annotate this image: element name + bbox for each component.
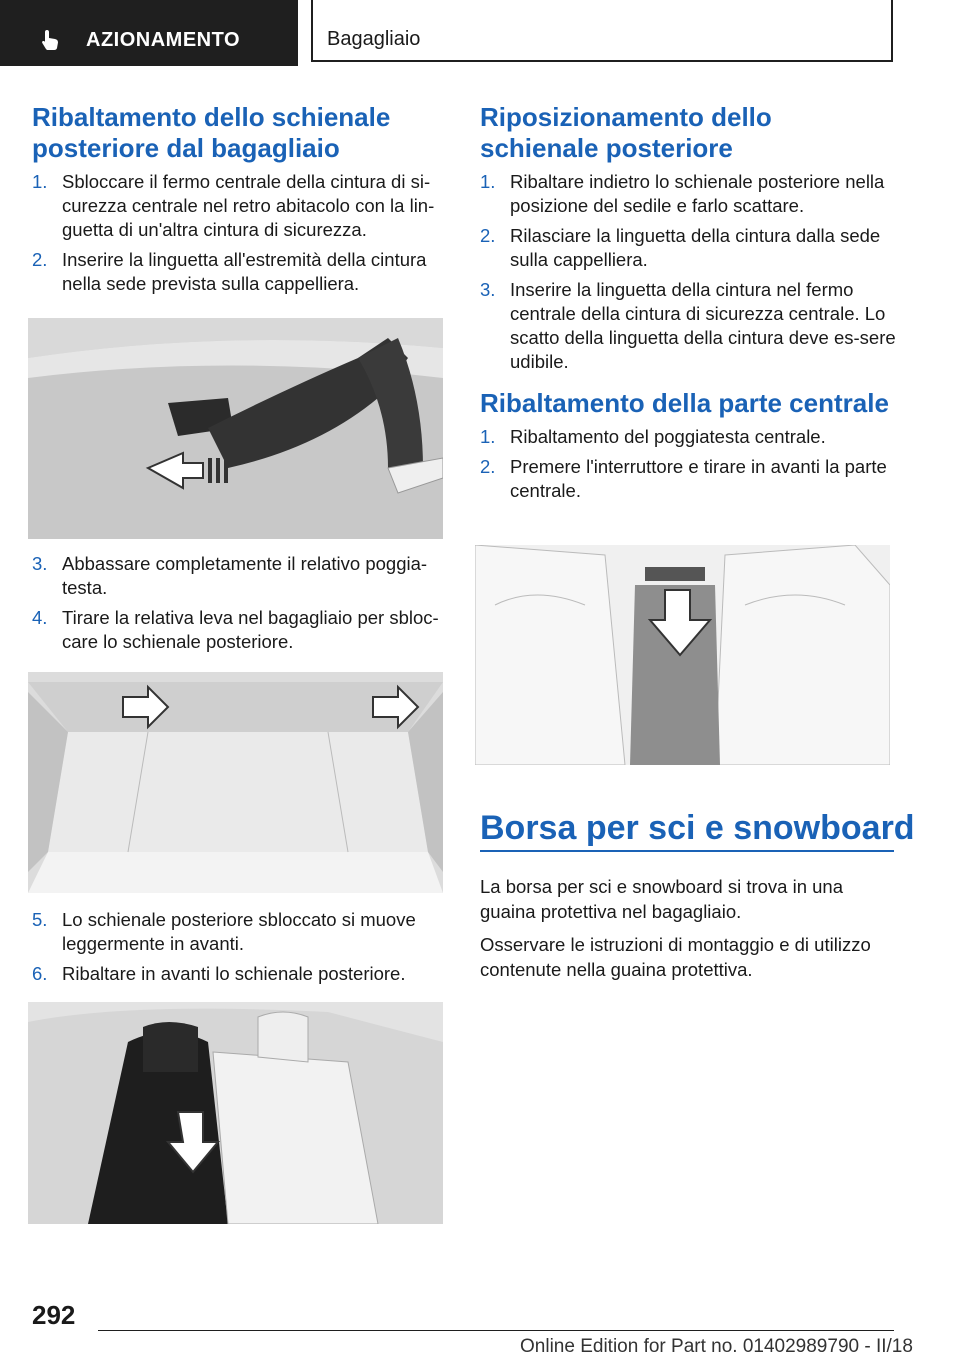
step-item: 5. Lo schienale posteriore sbloccato si muove leggermente in avanti. bbox=[32, 909, 416, 954]
step-item: 2. Rilasciare la linguetta della cintura dalla sede sulla cappelliera. bbox=[480, 225, 881, 270]
step-item: 6. Ribaltare in avanti lo schienale posteriore. bbox=[32, 963, 406, 984]
section-label: AZIONAMENTO bbox=[86, 29, 241, 51]
edition-text: Online Edition for Part no. 01402989790 - II/18 bbox=[520, 1336, 913, 1357]
section-title-center-part: Ribaltamento della parte centrale bbox=[480, 388, 889, 418]
step-item: 1. Ribaltare indietro lo schienale posteriore nella posizione del sedile e farlo scattare. bbox=[480, 171, 885, 216]
figure-parcel-shelf-belt bbox=[28, 318, 443, 539]
figure-backrest-folding bbox=[28, 1002, 443, 1224]
steps-list-b bbox=[32, 552, 452, 654]
ski-bag-text bbox=[480, 874, 896, 990]
section-title-reposition: Riposizionamento dello schienale posteriore bbox=[480, 102, 772, 163]
left-column bbox=[32, 102, 452, 302]
main-heading-ski-bag: Borsa per sci e snowboard bbox=[480, 809, 915, 847]
steps-list-c bbox=[32, 908, 452, 986]
figure-center-section bbox=[475, 545, 890, 765]
hand-pointer-icon bbox=[38, 28, 62, 52]
paragraph: Osservare le istruzioni di montaggio e di utilizzo contenute nella guaina protettiva. bbox=[480, 934, 871, 980]
step-item: 3. Abbassare completamente il relativo poggia-testa. bbox=[32, 553, 428, 598]
step-item: 4. Tirare la relativa leva nel bagagliaio per sbloc-care lo schienale posteriore. bbox=[32, 607, 439, 652]
step-item: 1. Sbloccare il fermo centrale della cintura di si-curezza centrale nel retro abitacolo con la lin-guetta di un'altra cintura di sicurezza. bbox=[32, 171, 435, 240]
steps-list-a bbox=[32, 170, 452, 296]
left-steps-b bbox=[32, 552, 452, 660]
right-column bbox=[480, 102, 896, 509]
paragraph: La borsa per sci e snowboard si trova in una guaina protettiva nel bagagliaio. bbox=[480, 876, 844, 922]
step-item: 2. Inserire la linguetta all'estremità della cintura nella sede prevista sulla cappelliera. bbox=[32, 249, 427, 294]
chapter-label: Bagagliaio bbox=[327, 28, 421, 50]
section-tab bbox=[0, 0, 298, 66]
step-item: 3. Inserire la linguetta della cintura nel fermo centrale della cintura di sicurezza centrale. Lo scatto della linguetta della cintura deve es-sere udibile. bbox=[480, 279, 896, 372]
section-title-fold-from-trunk: Ribaltamento dello schienale posteriore dal bagagliaio bbox=[32, 102, 391, 163]
step-item: 2. Premere l'interruttore e tirare in avanti la parte centrale. bbox=[480, 456, 887, 501]
chapter-tab bbox=[311, 0, 893, 62]
figure-trunk-levers bbox=[28, 672, 443, 893]
page-number: 292 bbox=[32, 1300, 76, 1330]
step-item: 1. Ribaltamento del poggiatesta centrale. bbox=[480, 426, 826, 447]
steps-list-reposition bbox=[480, 170, 896, 374]
steps-list-center bbox=[480, 425, 896, 503]
heading-rule bbox=[480, 850, 894, 852]
footer-rule bbox=[98, 1330, 894, 1331]
left-steps-c bbox=[32, 908, 452, 992]
